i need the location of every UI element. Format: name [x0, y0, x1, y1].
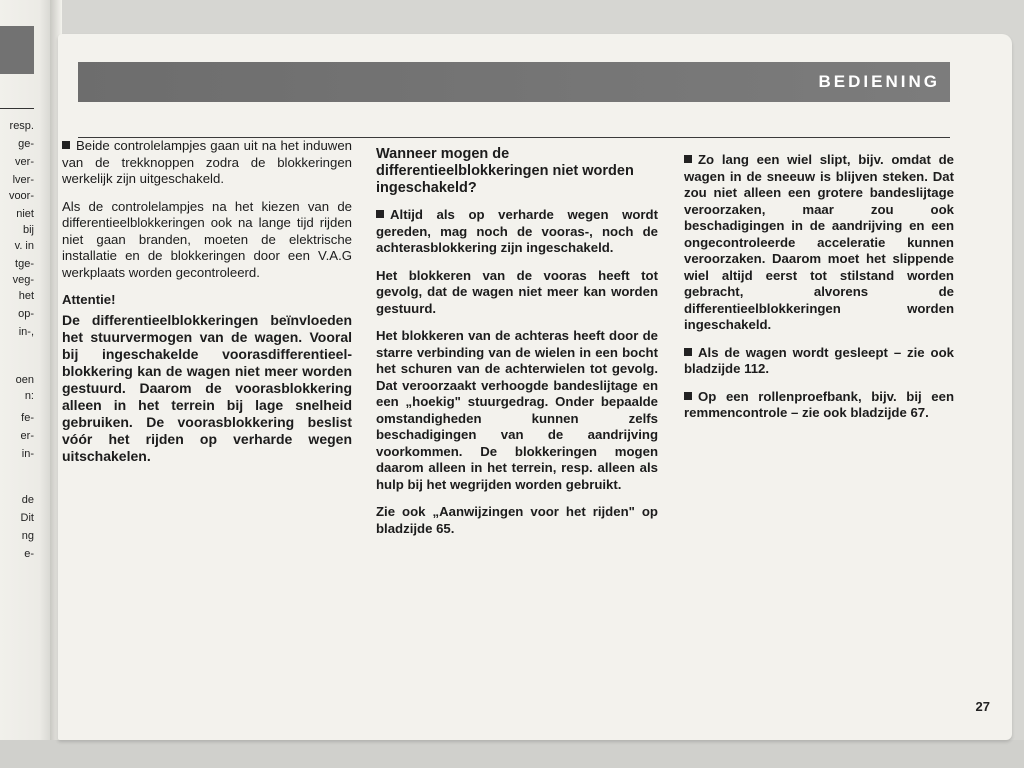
- paragraph: [684, 389, 954, 422]
- square-bullet-icon: [684, 392, 692, 400]
- paragraph: [62, 138, 352, 188]
- left-text-fragment: in-,: [18, 326, 34, 338]
- left-text-fragment: n:: [24, 390, 34, 402]
- square-bullet-icon: [684, 155, 692, 163]
- left-text-fragment: v. in: [14, 240, 34, 252]
- square-bullet-icon: [376, 210, 384, 218]
- section-header-bar: [78, 62, 950, 102]
- left-text-fragment: de: [21, 494, 34, 506]
- left-text-fragment: oen: [15, 374, 34, 386]
- left-text-fragment: op-: [18, 308, 34, 320]
- left-text-fragment: resp.: [9, 120, 34, 132]
- square-bullet-icon: [684, 348, 692, 356]
- attention-heading: Attentie!: [62, 292, 116, 307]
- section-title: BEDIENING: [818, 72, 940, 91]
- paragraph: [684, 152, 954, 334]
- left-text-fragment: fe-: [21, 412, 34, 424]
- paragraph: [684, 345, 954, 378]
- left-text-fragment: ver-: [15, 156, 34, 168]
- paragraph: Het blokkeren van de achteras heeft door de starre verbinding van de wielen in een bocht het schuren van de achterwielen tot gevolg. Dat veroorzaakt verhoogde bandeslijtage en een „hoekig" stuurgedrag. Onder bepaalde omstandigheden kunnen zelfs beschadigingen van de aandrijving voorkommen. De blokkeringen mogen daarom alleen in het terrein, resp. alleen als hulp bij het wegrijden worden gebruikt.: [376, 328, 658, 492]
- paragraph-text: Beide controlelampjes gaan uit na het induwen van de trekknoppen zodra de blokkeringen werkelijk zijn uitgeschakeld.: [62, 138, 352, 186]
- paragraph-text: Als de wagen wordt gesleept – zie ook bladzijde 112.: [684, 344, 954, 376]
- left-text-fragment: Dit: [20, 512, 34, 524]
- paragraph: Als de controlelampjes na het kiezen van de differentieelblokkeringen ook na lange tijd rijden niet gaan branden, moeten de elektrische installatie en de blokkeringen door een V.A.G werkplaats worden gecontroleerd.: [62, 198, 352, 280]
- paragraph-text: Op een rollenproefbank, bijv. bij een remmencontrole – zie ook bladzijde 67.: [684, 388, 954, 420]
- attention-text: De differentieelblokkeringen beïnvloeden het stuurvermogen van de wagen. Vooral bij ingeschakelde voorasdifferentieel-blokkering kan de wagen niet meer worden gestuurd. Daarom de voorasblokkering alleen in het terrein bij lage snelheid gebruiken. De voorasblokkering beslist vóór het rijden op verharde wegen uitschakelen.: [62, 311, 352, 464]
- left-text-fragment: het: [18, 290, 34, 302]
- paragraph: [376, 207, 658, 257]
- left-text-fragment: veg-: [12, 274, 34, 286]
- left-text-fragment: er-: [20, 430, 34, 442]
- table-surface: [0, 740, 1024, 768]
- column-1: [62, 138, 352, 476]
- left-text-fragment: tge-: [15, 258, 34, 270]
- left-page: [0, 0, 56, 740]
- right-page: [58, 34, 1012, 740]
- paragraph: Het blokkeren van de vooras heeft tot gevolg, dat de wagen niet meer kan worden gestuurd.: [376, 267, 658, 316]
- page-number: 27: [975, 699, 990, 714]
- left-text-fragment: e-: [24, 548, 34, 560]
- left-text-fragment: ge-: [18, 138, 34, 150]
- left-text-fragment: ng: [21, 530, 34, 542]
- paragraph-text: Zo lang een wiel slipt, bijv. omdat de wagen in de sneeuw is blijven steken. Dat zou niet alleen een grotere bandeslijtage veroorzaken, maar zou ook beschadigingen in de aandrijving en een ongecontroleerde acceleratie kunnen veroorzaken. Daarom moet het slippende wiel altijd eerst tot stilstand worden gebracht, alvorens de differentieelblokkeringen worden ingeschakeld.: [684, 152, 954, 332]
- left-text-fragment: lver-: [12, 174, 34, 186]
- column-3: [684, 152, 954, 433]
- paragraph: Zie ook „Aanwijzingen voor het rijden" op bladzijde 65.: [376, 504, 658, 536]
- left-header-tab: [0, 26, 34, 74]
- column-heading: Wanneer mogen de differentieelblokkeringen niet worden ingeschakeld?: [376, 146, 634, 196]
- left-text-fragment: in-: [21, 448, 34, 460]
- left-text-fragment: voor-: [8, 190, 34, 202]
- left-text-fragment: niet: [16, 208, 34, 220]
- left-header-rule: [0, 108, 34, 109]
- left-text-fragment: bij: [22, 224, 34, 236]
- column-2: [376, 146, 658, 548]
- paragraph-text: Altijd als op verharde wegen wordt gereden, mag noch de vooras-, noch de achterasblokkering zijn ingeschakeld.: [376, 207, 658, 255]
- square-bullet-icon: [62, 141, 70, 149]
